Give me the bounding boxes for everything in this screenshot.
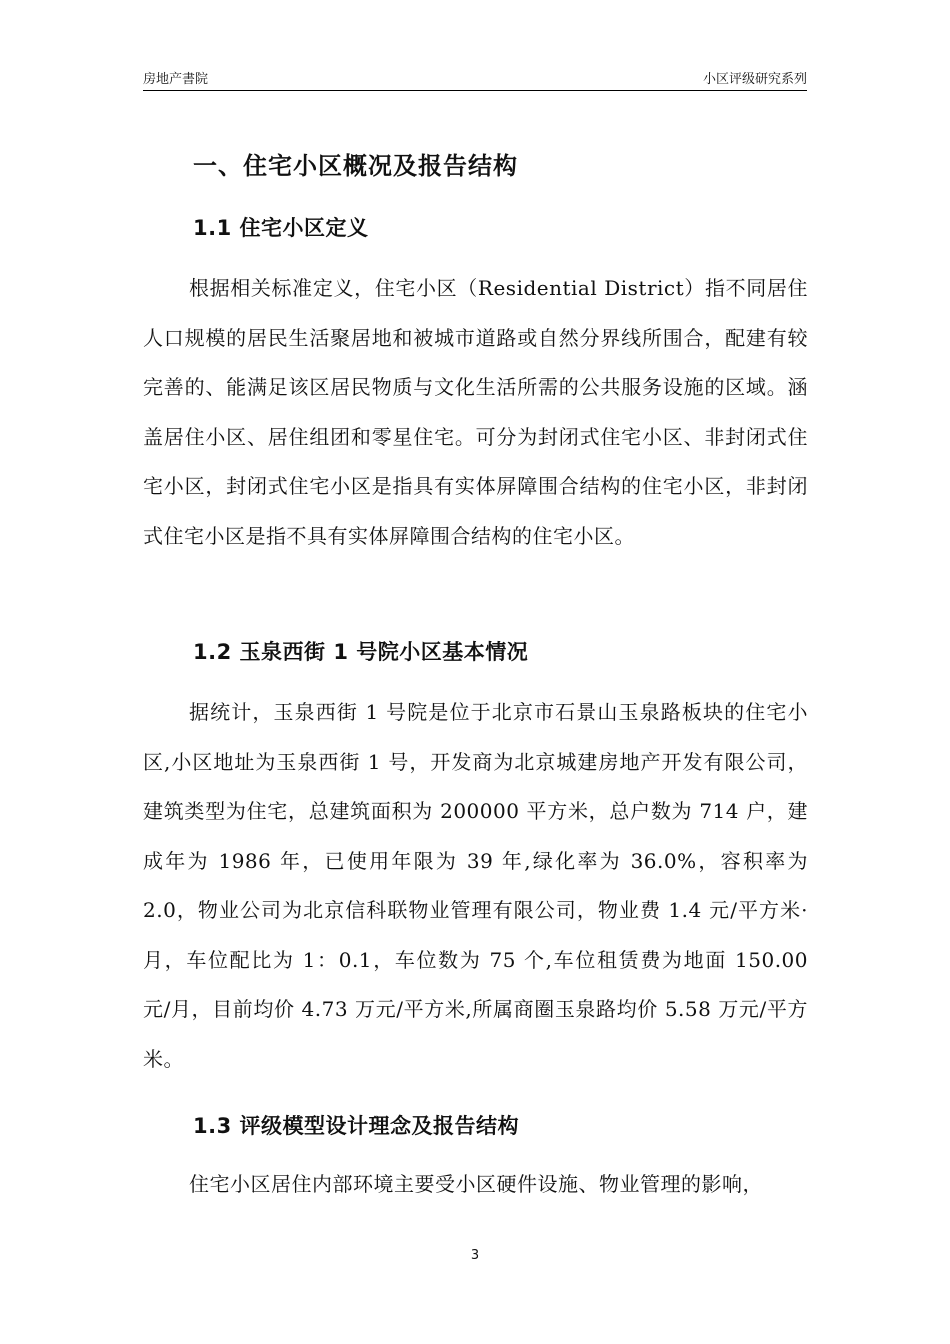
paragraph-model-design: 住宅小区居住内部环境主要受小区硬件设施、物业管理的影响， <box>189 1172 763 1196</box>
paragraph-basic-info: 据统计，玉泉西街 1 号院是位于北京市石景山玉泉路板块的住宅小区,小区地址为玉泉西街 1 号，开发商为北京城建房地产开发有限公司，建筑类型为住宅，总建筑面积为 200000 平方米，总户数为 714 户，建成年为 1986 年，已使用年限为 39 年,绿化率为 36.0%，容积率为 2.0，物业公司为北京信科联物业管理有限公司，物业费 1.4 元/平方米·月，车位配比为 1：0.1，车位数为 75 个,车位租赁费为地面 150.00 元/月，目前均价 4.73 万元/平方米,所属商圈玉泉路均价 5.58 万元/平方米。 <box>143 700 808 1071</box>
header-right-text: 小区评级研究系列 <box>702 72 807 87</box>
subsection-heading-1-2: 1.2 玉泉西街 1 号院小区基本情况 <box>193 640 529 664</box>
header-left-text: 房地产書院 <box>143 72 209 87</box>
subsection-heading-1-3: 1.3 评级模型设计理念及报告结构 <box>193 1114 520 1138</box>
paragraph-definition: 根据相关标准定义，住宅小区（Residential District）指不同居住人口规模的居民生活聚居地和被城市道路或自然分界线所围合，配建有较完善的、能满足该区居民物质与文化生活所需的公共服务设施的区域。涵盖居住小区、居住组团和零星住宅。可分为封闭式住宅小区、非封闭式住宅小区，封闭式住宅小区是指具有实体屏障围合结构的住宅小区，非封闭式住宅小区是指不具有实体屏障围合结构的住宅小区。 <box>143 276 808 548</box>
page-number: 3 <box>470 1248 480 1263</box>
page-header <box>143 64 807 91</box>
section-title: 一、住宅小区概况及报告结构 <box>193 152 518 180</box>
subsection-heading-1-1: 1.1 住宅小区定义 <box>193 216 369 240</box>
